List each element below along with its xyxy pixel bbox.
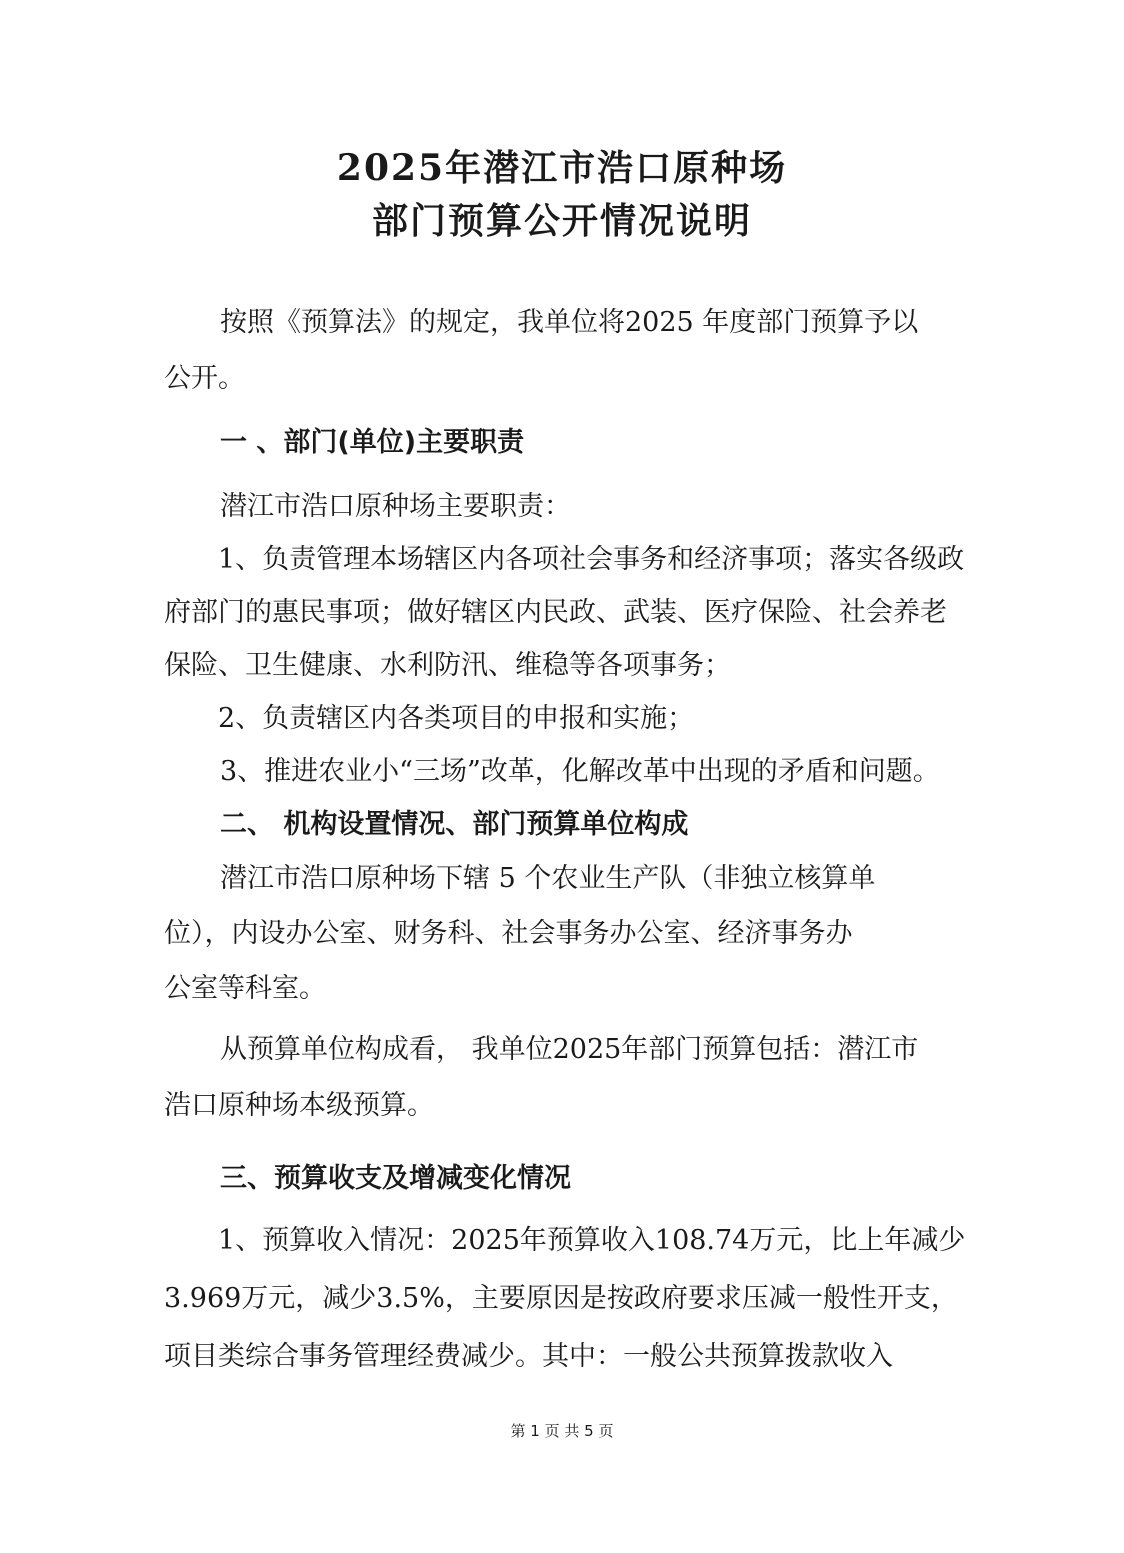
section1-line: 1、负责管理本场辖区内各项社会事务和经济事项；落实各级政 — [218, 544, 965, 575]
section2-heading: 二、 机构设置情况、部门预算单位构成 — [220, 809, 689, 840]
section1-line: 府部门的惠民事项；做好辖区内民政、武装、医疗保险、社会养老 — [164, 597, 947, 628]
section3-heading: 三、预算收支及增减变化情况 — [220, 1163, 571, 1194]
title-line-2: 部门预算公开情况说明 — [371, 200, 752, 242]
page-footer: 第 1 页 共 5 页 — [510, 1422, 614, 1440]
title-line-1: 2025年潜江市浩口原种场 — [336, 147, 788, 189]
section1-line: 保险、卫生健康、水利防汛、维稳等各项事务； — [164, 650, 731, 681]
intro-line-2: 公开。 — [164, 363, 245, 394]
section2-line: 位），内设办公室、财务科、社会事务办公室、经济事务办 — [164, 918, 853, 949]
section2-line: 潜江市浩口原种场下辖 5 个农业生产队（非独立核算单 — [220, 863, 876, 894]
section1-line: 3、推进农业小“三场”改革，化解改革中出现的矛盾和问题。 — [220, 756, 940, 787]
section3-line: 3.969万元，减少3.5%，主要原因是按政府要求压减一般性开支， — [164, 1283, 958, 1314]
section3-line: 1、预算收入情况：2025年预算收入108.74万元，比上年减少 — [218, 1225, 966, 1256]
section2-line: 浩口原种场本级预算。 — [164, 1090, 434, 1121]
intro-line-1: 按照《预算法》的规定，我单位将2025 年度部门预算予以 — [220, 307, 919, 338]
section1-heading: 一 、部门(单位)主要职责 — [220, 427, 525, 458]
section1-line: 潜江市浩口原种场主要职责： — [220, 491, 571, 522]
section2-line: 从预算单位构成看， 我单位2025年部门预算包括：潜江市 — [220, 1034, 919, 1065]
section3-line: 项目类综合事务管理经费减少。其中：一般公共预算拨款收入 — [164, 1341, 893, 1372]
section2-line: 公室等科室。 — [164, 973, 326, 1004]
section1-line: 2、负责辖区内各类项目的申报和实施； — [218, 703, 695, 734]
